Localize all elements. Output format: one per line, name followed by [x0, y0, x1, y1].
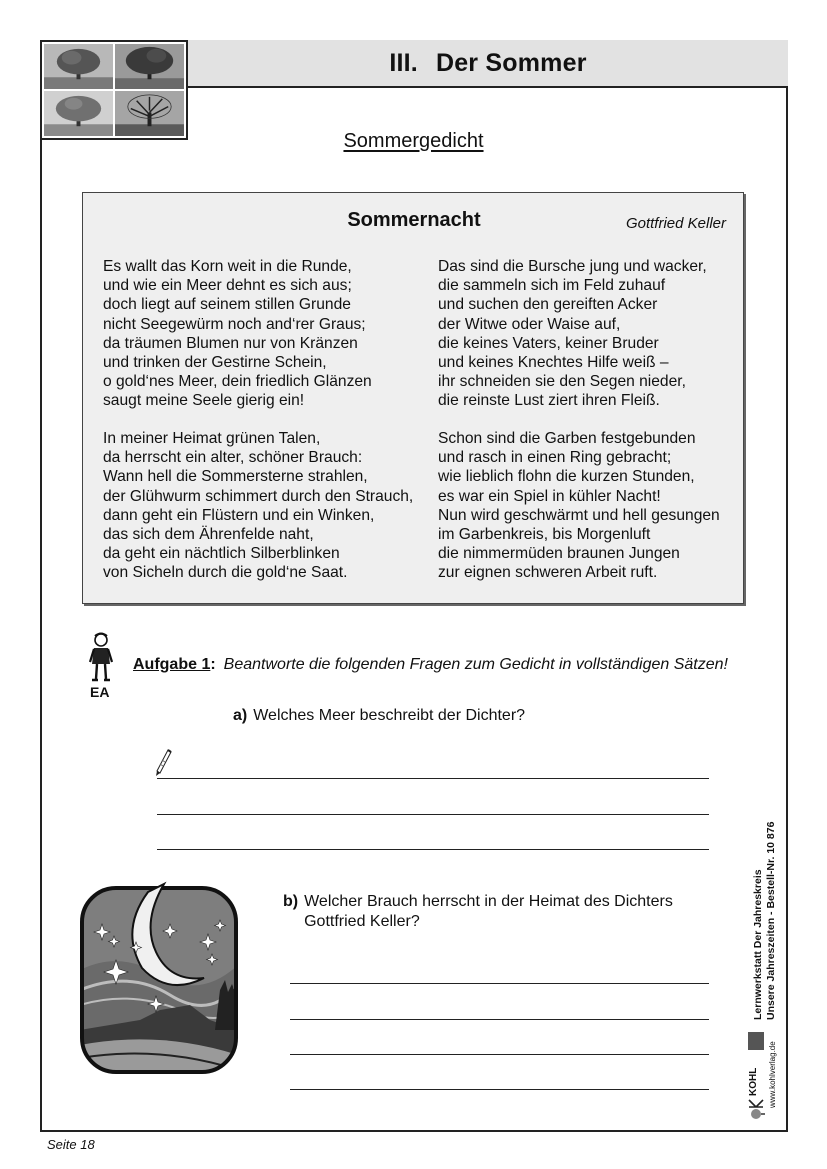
series-subtitle: Unsere Jahreszeiten - Bestell-Nr. 10 876 [765, 821, 777, 1020]
poem-line: In meiner Heimat grünen Talen, [103, 430, 321, 447]
chapter-header [186, 40, 788, 88]
poem-line: und wie ein Meer dehnt es sich aus; [103, 277, 352, 295]
poem-line: da geht ein nächtlich Silberblinken [103, 545, 340, 563]
poem-line: die reinste Lust ziert ihren Fleiß. [438, 392, 660, 410]
poem-line: saugt meine Seele gierig ein! [103, 392, 305, 410]
poem-line: dann geht ein Flüstern und ein Winken, [103, 506, 375, 524]
tree-photo-spring [44, 44, 113, 89]
poem-line: und trinken der Gestirne Schein, [103, 353, 327, 371]
publisher-sidebar [730, 821, 780, 1130]
question-b-letter: b) [283, 893, 299, 910]
poem-line: und rasch in einen Ring gebracht; [438, 449, 672, 467]
poem-line: der Witwe oder Waise auf, [438, 315, 621, 333]
poem-line: da herrscht ein alter, schöner Brauch: [103, 449, 363, 467]
chapter-number: III. [389, 48, 418, 77]
poem-line: es war ein Spiel in kühler Nacht! [438, 487, 661, 505]
poem-stanza-4 [438, 429, 720, 583]
poem-title: Sommernacht [347, 209, 481, 231]
question-a-letter: a) [233, 707, 248, 724]
poem-line: die sammeln sich im Feld zuhauf [438, 277, 666, 295]
answer-line-b-1[interactable] [290, 983, 709, 984]
poem-line: Nun wird geschwärmt und hell gesungen [438, 506, 720, 524]
person-icon [88, 632, 114, 684]
poem-line: Es wallt das Korn weit in die Runde, [103, 258, 352, 275]
question-a [233, 706, 525, 726]
question-b [283, 892, 703, 932]
chapter-name: Der Sommer [435, 48, 587, 77]
question-b-text-line2: Gottfried Keller? [304, 913, 420, 930]
answer-line-a-2[interactable] [157, 814, 709, 815]
poem-stanza-3 [438, 257, 707, 411]
poem-line: der Glühwurm schimmert durch den Strauch, [103, 487, 414, 505]
series-title: Lernwerkstatt Der Jahreskreis [752, 869, 764, 1020]
poem-line: doch liegt auf seinem stillen Grunde [103, 296, 351, 314]
chapter-title [389, 49, 586, 78]
poem-line: die keines Vaters, keiner Bruder [438, 334, 659, 352]
poem-line: nicht Seegewürm noch and‘rer Graus; [103, 315, 366, 333]
poem-line: im Garbenkreis, bis Morgenluft [438, 525, 651, 543]
task-heading [133, 656, 728, 674]
poem-line: von Sicheln durch die gold‘ne Saat. [103, 564, 348, 582]
poem-line: Wann hell die Sommersterne strahlen, [103, 468, 368, 486]
publisher-name: KOHL [748, 1067, 759, 1096]
answer-line-a-1[interactable] [157, 778, 709, 779]
task-instruction: Beantworte die folgenden Fragen zum Gedicht in vollständigen Sätzen! [223, 656, 728, 673]
poem-line: zur eignen schweren Arbeit ruft. [438, 564, 658, 582]
pencil-icon [153, 748, 173, 778]
page-number: Seite 18 [47, 1137, 95, 1152]
poem-line: und keines Knechtes Hilfe weiß – [438, 353, 669, 371]
moon-night-illustration [80, 880, 238, 1076]
poem-line: wie lieblich flohn die kurzen Stunden, [438, 468, 695, 486]
task-colon: : [210, 656, 216, 673]
answer-line-b-3[interactable] [290, 1054, 709, 1055]
poem-line: o gold‘nes Meer, dein friedlich Glänzen [103, 373, 372, 391]
poem-line: da träumen Blumen nur von Kränzen [103, 334, 358, 352]
poem-line: Schon sind die Garben festgebunden [438, 430, 696, 447]
poem-line: und suchen den gereiften Acker [438, 296, 658, 314]
poem-line: das sich dem Ährenfelde naht, [103, 525, 314, 543]
poem-stanza-1 [103, 257, 372, 411]
task-label: Aufgabe 1 [133, 656, 211, 673]
question-b-text-line1: Welcher Brauch herrscht in der Heimat des Dichters [304, 893, 673, 910]
section-subtitle: Sommergedicht [343, 130, 484, 152]
answer-line-a-3[interactable] [157, 849, 709, 850]
question-a-text: Welches Meer beschreibt der Dichter? [253, 707, 526, 724]
poem-line: ihr schneiden sie den Segen nieder, [438, 373, 686, 391]
poem-box [82, 192, 744, 604]
answer-line-b-4[interactable] [290, 1089, 709, 1090]
poem-stanza-2 [103, 429, 413, 583]
answer-line-b-2[interactable] [290, 1019, 709, 1020]
tree-photo-summer [115, 44, 184, 89]
poem-author: Gottfried Keller [625, 215, 726, 232]
publisher-website: www.kohlverlag.de [768, 1041, 777, 1108]
work-mode-label: EA [90, 684, 110, 700]
seasons-tree-images [40, 40, 188, 140]
poem-line: die nimmermüden braunen Jungen [438, 545, 680, 563]
poem-line: Das sind die Bursche jung und wacker, [438, 258, 707, 275]
